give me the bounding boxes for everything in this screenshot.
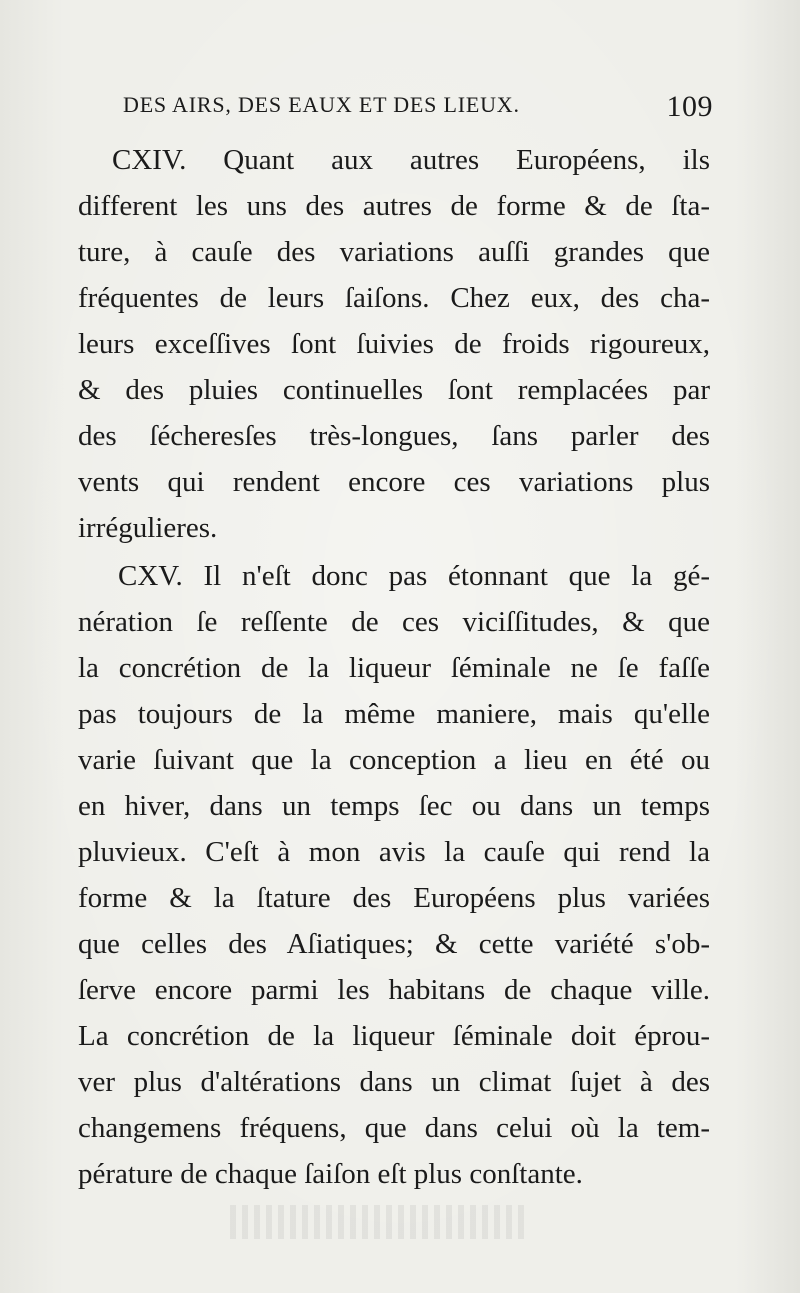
page-header xyxy=(123,92,713,126)
paragraph-cxv xyxy=(78,553,710,1197)
text-line: CXV. Il n'eſt donc pas étonnant que la gé- xyxy=(118,560,710,592)
text-line: La concrétion de la liqueur ſéminale doit éprou- xyxy=(78,1020,710,1052)
text-line: la concrétion de la liqueur ſéminale ne ſe faſſe xyxy=(78,652,710,684)
page-number: 109 xyxy=(666,90,713,123)
text-line: & des pluies continuelles ſont remplacées par xyxy=(78,374,710,406)
text-line: des ſécheresſes très-longues, ſans parler des xyxy=(78,420,710,452)
text-line: ver plus d'altérations dans un climat ſujet à des xyxy=(78,1066,710,1098)
text-line: pluvieux. C'eſt à mon avis la cauſe qui rend la xyxy=(78,836,710,868)
text-line: en hiver, dans un temps ſec ou dans un temps xyxy=(78,790,710,822)
text-line: pérature de chaque ſaiſon eſt plus conſtante. xyxy=(78,1158,583,1190)
bleed-through-text xyxy=(230,1205,530,1239)
text-line: varie ſuivant que la conception a lieu en été ou xyxy=(78,744,710,776)
text-line: ture, à cauſe des variations auſſi grandes que xyxy=(78,236,710,268)
running-title: DES AIRS, DES EAUX ET DES LIEUX. xyxy=(123,92,520,117)
text-line: changemens fréquens, que dans celui où la tem- xyxy=(78,1112,710,1144)
text-line: fréquentes de leurs ſaiſons. Chez eux, des cha- xyxy=(78,282,710,314)
text-line: forme & la ſtature des Européens plus variées xyxy=(78,882,710,914)
text-line: irrégulieres. xyxy=(78,512,218,544)
paragraph-cxiv xyxy=(78,137,710,551)
text-line: vents qui rendent encore ces variations plus xyxy=(78,466,710,498)
text-line: nération ſe reſſente de ces viciſſitudes, & que xyxy=(78,606,710,638)
text-line: different les uns des autres de forme & de ſta- xyxy=(78,190,710,222)
text-line: ſerve encore parmi les habitans de chaque ville. xyxy=(78,974,710,1006)
text-line: CXIV. Quant aux autres Européens, ils xyxy=(112,144,710,176)
text-line: leurs exceſſives ſont ſuivies de froids rigoureux, xyxy=(78,328,710,360)
text-line: pas toujours de la même maniere, mais qu'elle xyxy=(78,698,710,730)
text-line: que celles des Aſiatiques; & cette variété s'ob- xyxy=(78,928,710,960)
